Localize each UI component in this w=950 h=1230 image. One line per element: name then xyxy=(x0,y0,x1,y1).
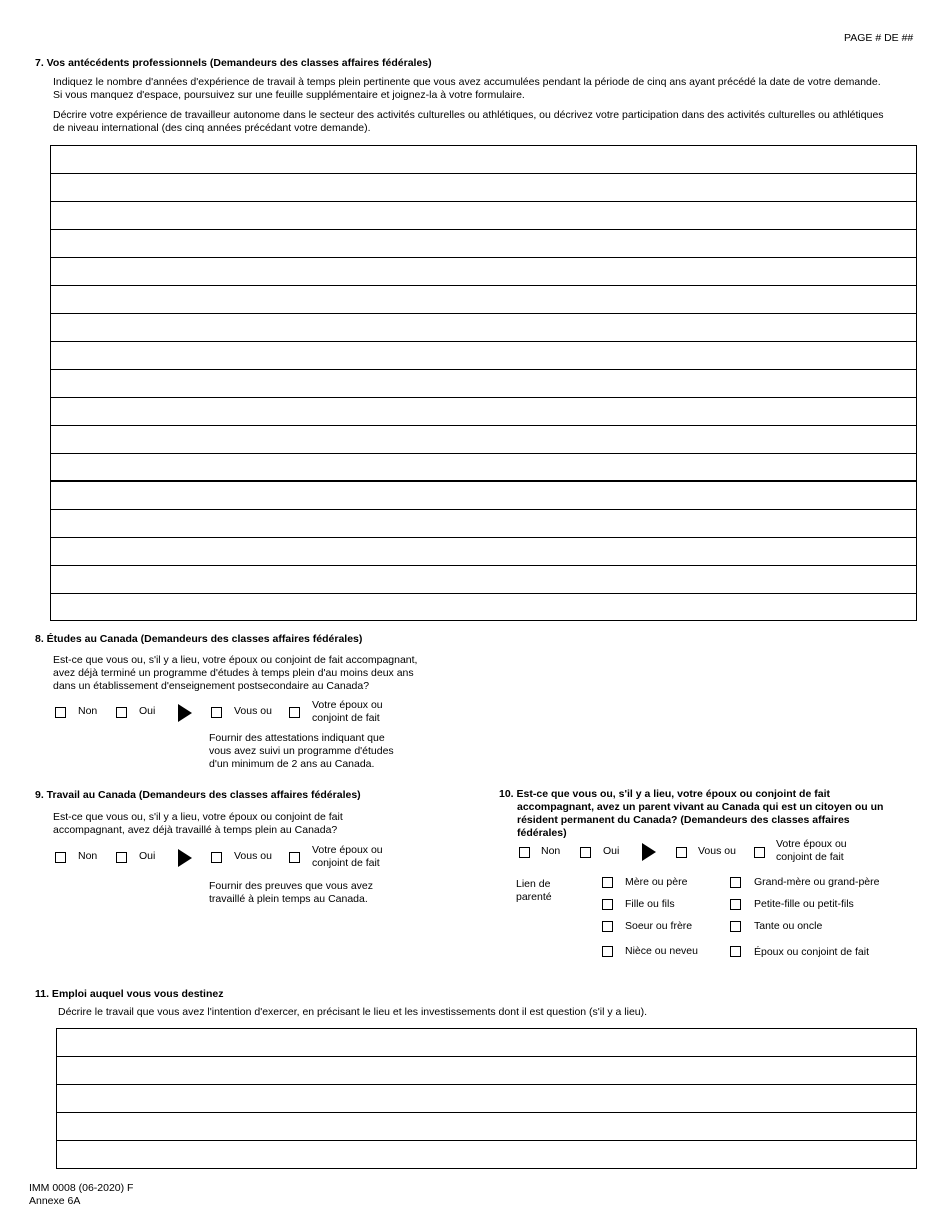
rel-soeur-frere-checkbox[interactable] xyxy=(602,921,613,932)
work-history-row-4[interactable] xyxy=(51,230,916,258)
section-7-title: 7. Vos antécédents professionnels (Demandeurs des classes affaires fédérales) xyxy=(35,57,432,69)
rel-fille-fils-checkbox[interactable] xyxy=(602,899,613,910)
s9-note-line-2: travaillé à plein temps au Canada. xyxy=(209,893,368,905)
s9-non-label: Non xyxy=(78,850,98,862)
work-history-row-16[interactable] xyxy=(51,566,916,594)
s10-spouse-label-line-2: conjoint de fait xyxy=(776,851,844,863)
section-7-description-line-2: de niveau international (des cinq années précédant votre demande). xyxy=(53,122,371,134)
rel-grand-parent-checkbox[interactable] xyxy=(730,877,741,888)
section-8-question-line-3: dans un établissement d'enseignement postsecondaire au Canada? xyxy=(53,680,370,692)
rel-niece-neveu-checkbox[interactable] xyxy=(602,946,613,957)
s10-oui-label: Oui xyxy=(603,845,620,857)
s8-note-line-1: Fournir des attestations indiquant que xyxy=(209,732,385,744)
s8-spouse-label-line-2: conjoint de fait xyxy=(312,712,380,724)
s9-vous-label: Vous ou xyxy=(234,850,272,862)
section-7-instructions-line-1: Indiquez le nombre d'années d'expérience de travail à temps plein pertinente que vous avez accumulées pendant la période de cinq ans ayant précédé la date de votre demande. xyxy=(53,76,881,88)
rel-mere-pere-checkbox[interactable] xyxy=(602,877,613,888)
employment-row-1[interactable] xyxy=(57,1029,916,1057)
section-9-question-line-1: Est-ce que vous ou, s'il y a lieu, votre époux ou conjoint de fait xyxy=(53,811,343,823)
s9-spouse-checkbox[interactable] xyxy=(289,852,300,863)
s8-vous-checkbox[interactable] xyxy=(211,707,222,718)
section-8-title: 8. Études au Canada (Demandeurs des classes affaires fédérales) xyxy=(35,633,363,645)
s8-note-line-2: vous avez suivi un programme d'études xyxy=(209,745,394,757)
s10-relationship-label-line-2: parenté xyxy=(516,891,552,903)
rel-grand-parent-label: Grand-mère ou grand-père xyxy=(754,876,880,888)
s9-oui-checkbox[interactable] xyxy=(116,852,127,863)
s8-non-checkbox[interactable] xyxy=(55,707,66,718)
work-history-row-8[interactable] xyxy=(51,342,916,370)
rel-petit-enfant-checkbox[interactable] xyxy=(730,899,741,910)
section-11-title: 11. Emploi auquel vous vous destinez xyxy=(35,988,224,1000)
intended-employment-table xyxy=(56,1028,917,1169)
work-history-row-9[interactable] xyxy=(51,370,916,398)
s9-oui-label: Oui xyxy=(139,850,156,862)
rel-epoux-label: Époux ou conjoint de fait xyxy=(754,946,869,958)
annex-label: Annexe 6A xyxy=(29,1195,81,1207)
s8-spouse-checkbox[interactable] xyxy=(289,707,300,718)
s10-non-checkbox[interactable] xyxy=(519,847,530,858)
employment-row-5[interactable] xyxy=(57,1141,916,1169)
work-history-row-6[interactable] xyxy=(51,286,916,314)
section-8-question-line-1: Est-ce que vous ou, s'il y a lieu, votre époux ou conjoint de fait accompagnant, xyxy=(53,654,418,666)
employment-row-4[interactable] xyxy=(57,1113,916,1141)
work-history-row-10[interactable] xyxy=(51,398,916,426)
s9-non-checkbox[interactable] xyxy=(55,852,66,863)
form-id: IMM 0008 (06-2020) F xyxy=(29,1182,134,1194)
section-11-description: Décrire le travail que vous avez l'intention d'exercer, en précisant le lieu et les investissements dont il est question (s'il y a lieu). xyxy=(58,1006,648,1018)
s9-spouse-label-line-1: Votre époux ou xyxy=(312,844,383,856)
work-history-row-1[interactable] xyxy=(51,146,916,174)
s9-arrow-icon xyxy=(178,849,192,867)
work-history-row-2[interactable] xyxy=(51,174,916,202)
s10-spouse-checkbox[interactable] xyxy=(754,847,765,858)
work-history-row-13[interactable] xyxy=(51,482,916,510)
work-history-row-3[interactable] xyxy=(51,202,916,230)
work-history-row-14[interactable] xyxy=(51,510,916,538)
section-10-title-line-3: résident permanent du Canada? (Demandeurs des classes affaires xyxy=(517,814,850,826)
employment-row-3[interactable] xyxy=(57,1085,916,1113)
s10-vous-checkbox[interactable] xyxy=(676,847,687,858)
work-history-row-5[interactable] xyxy=(51,258,916,286)
work-history-row-12[interactable] xyxy=(51,454,916,482)
page-number: PAGE # DE ## xyxy=(844,32,914,44)
section-7-instructions-line-2: Si vous manquez d'espace, poursuivez sur une feuille supplémentaire et joignez-la à votre formulaire. xyxy=(53,89,525,101)
work-history-row-7[interactable] xyxy=(51,314,916,342)
section-9-question-line-2: accompagnant, avez déjà travaillé à temps plein au Canada? xyxy=(53,824,338,836)
rel-tante-oncle-label: Tante ou oncle xyxy=(754,920,823,932)
s10-spouse-label-line-1: Votre époux ou xyxy=(776,838,847,850)
section-9-title: 9. Travail au Canada (Demandeurs des classes affaires fédérales) xyxy=(35,789,361,801)
s8-oui-checkbox[interactable] xyxy=(116,707,127,718)
rel-soeur-frere-label: Soeur ou frère xyxy=(625,920,693,932)
s8-vous-label: Vous ou xyxy=(234,705,272,717)
s8-arrow-icon xyxy=(178,704,192,722)
s10-arrow-icon xyxy=(642,843,656,861)
s9-vous-checkbox[interactable] xyxy=(211,852,222,863)
rel-fille-fils-label: Fille ou fils xyxy=(625,898,675,910)
s8-oui-label: Oui xyxy=(139,705,156,717)
s10-non-label: Non xyxy=(541,845,561,857)
work-history-row-15[interactable] xyxy=(51,538,916,566)
section-10-title-line-2: accompagnant, avez un parent vivant au Canada qui est un citoyen ou un xyxy=(517,801,884,813)
s10-relationship-label-line-1: Lien de xyxy=(516,878,551,890)
section-7-description-line-1: Décrire votre expérience de travailleur autonome dans le secteur des activités culturelles ou athlétiques, ou décrivez votre participation dans des activités culturelles ou athlétiques xyxy=(53,109,884,121)
s10-oui-checkbox[interactable] xyxy=(580,847,591,858)
employment-row-2[interactable] xyxy=(57,1057,916,1085)
rel-petit-enfant-label: Petite-fille ou petit-fils xyxy=(754,898,854,910)
work-history-row-11[interactable] xyxy=(51,426,916,454)
section-8-question-line-2: avez déjà terminé un programme d'études à temps plein d'au moins deux ans xyxy=(53,667,414,679)
section-10-title-line-1: 10. Est-ce que vous ou, s'il y a lieu, votre époux ou conjoint de fait xyxy=(499,788,830,800)
work-history-table xyxy=(50,145,917,621)
s10-vous-label: Vous ou xyxy=(698,845,736,857)
rel-epoux-checkbox[interactable] xyxy=(730,946,741,957)
s8-spouse-label-line-1: Votre époux ou xyxy=(312,699,383,711)
s9-spouse-label-line-2: conjoint de fait xyxy=(312,857,380,869)
s9-note-line-1: Fournir des preuves que vous avez xyxy=(209,880,374,892)
s8-non-label: Non xyxy=(78,705,98,717)
work-history-row-17[interactable] xyxy=(51,594,916,622)
rel-niece-neveu-label: Nièce ou neveu xyxy=(625,945,698,957)
rel-mere-pere-label: Mère ou père xyxy=(625,876,688,888)
rel-tante-oncle-checkbox[interactable] xyxy=(730,921,741,932)
section-10-title-line-4: fédérales) xyxy=(517,827,567,839)
s8-note-line-3: d'un minimum de 2 ans au Canada. xyxy=(209,758,375,770)
